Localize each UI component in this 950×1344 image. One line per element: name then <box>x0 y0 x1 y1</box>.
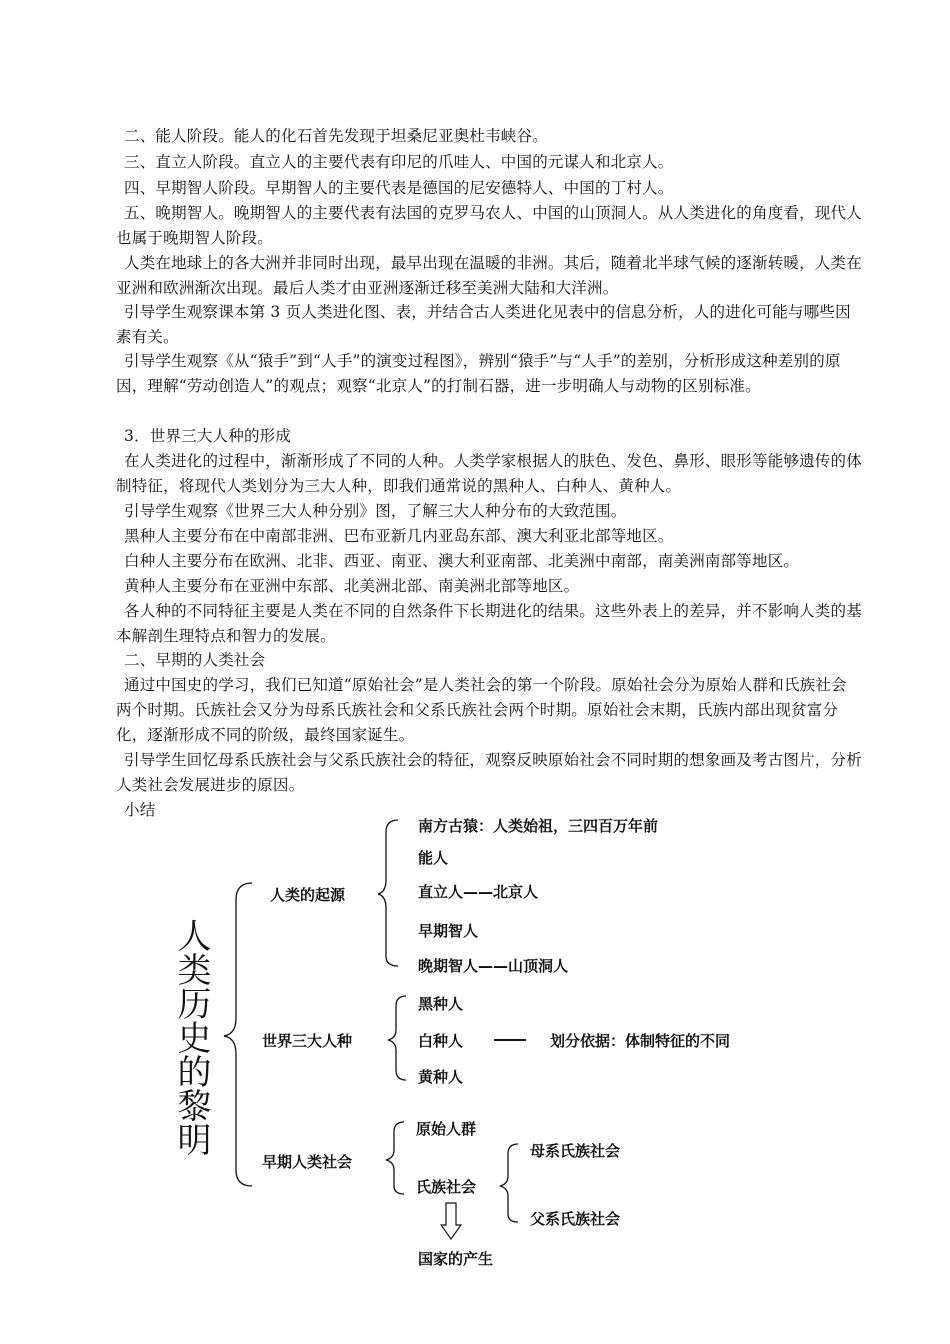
races-basis: 划分依据：体制特征的不同 <box>550 1032 731 1050</box>
society-item-clan: 氏族社会 <box>416 1178 477 1196</box>
origin-brace <box>378 820 398 966</box>
paragraph-8: 在人类进化的过程中，渐渐形成了不同的人种。人类学家根据人的肤色、发色、鼻形、眼形等能够遗传的体制特征，将现代人类划分为三大人种，即我们通常说的黑种人、白种人、黄种人。 <box>116 452 862 495</box>
society-brace <box>386 1122 404 1194</box>
race-yellow: 黄种人 <box>418 1068 464 1086</box>
races-label: 世界三大人种 <box>262 1032 353 1050</box>
main-brace <box>224 883 252 1186</box>
clan-patrilineal: 父系氏族社会 <box>530 1210 621 1228</box>
diagram-title: 人类历史的黎明 <box>171 918 211 1156</box>
paragraph-11: 白种人主要分布在欧洲、北非、西亚、南亚、澳大利亚南部、北美洲中南部，南美洲南部等地区。 <box>124 552 800 570</box>
origin-label: 人类的起源 <box>270 886 346 904</box>
origin-item-2: 能人 <box>418 849 449 867</box>
clan-matrilineal: 母系氏族社会 <box>530 1142 621 1160</box>
society-item-primitive: 原始人群 <box>416 1120 477 1138</box>
paragraph-12: 黄种人主要分布在亚洲中东部、北美洲北部、南美洲北部等地区。 <box>124 577 580 595</box>
paragraph-13: 各人种的不同特征主要是人类在不同的自然条件下长期进化的结果。这些外表上的差异，并不影响人类的基本解剖生理特点和智力的发展。 <box>116 602 862 645</box>
paragraph-6: 引导学生观察课本第 3 页人类进化图、表，并结合古人类进化见表中的信息分析，人的进化可能与哪些因素有关。 <box>116 303 851 346</box>
origin-item-4: 早期智人 <box>418 922 479 940</box>
origin-item-5: 晚期智人——山顶洞人 <box>418 957 569 975</box>
races-brace <box>388 996 406 1080</box>
society-label: 早期人类社会 <box>262 1153 353 1171</box>
paragraph-5: 人类在地球上的各大洲并非同时出现，最早出现在温暖的非洲。其后，随着北半球气候的逐渐转暖，人类在亚洲和欧洲渐次出现。最后人类才由亚洲逐渐迁移至美洲大陆和大洋洲。 <box>116 254 862 297</box>
paragraph-15: 引导学生回忆母系氏族社会与父系氏族社会的特征，观察反映原始社会不同时期的想象画及考古图片，分析人类社会发展进步的原因。 <box>116 751 862 794</box>
paragraph-9: 引导学生观察《世界三大人种分别》图，了解三大人种分布的大致范围。 <box>124 502 627 520</box>
origin-item-3: 直立人——北京人 <box>418 883 539 901</box>
section-heading-races: 3．世界三大人种的形成 <box>124 427 292 445</box>
paragraph-4: 五、晚期智人。晚期智人的主要代表有法国的克罗马农人、中国的山顶洞人。从人类进化的角度看，现代人也属于晚期智人阶段。 <box>116 204 862 247</box>
origin-item-1: 南方古猿：人类始祖，三四百万年前 <box>418 817 659 835</box>
paragraph-7: 引导学生观察《从“猿手”到“人手”的演变过程图》，辨别“猿手”与“人手”的差别，分析形成这种差别的原因，理解“劳动创造人”的观点；观察“北京人”的打制石器，进一步明确人与动物的区别标准。 <box>116 352 841 395</box>
race-white: 白种人 <box>418 1032 464 1050</box>
paragraph-1: 二、能人阶段。能人的化石首先发现于坦桑尼亚奥杜韦峡谷。 <box>124 127 548 145</box>
clan-brace <box>500 1144 518 1222</box>
paragraph-14: 通过中国史的学习，我们已知道“原始社会”是人类社会的第一个阶段。原始社会分为原始人群和氏族社会两个时期。氏族社会又分为母系氏族社会和父系氏族社会两个时期。原始社会末期，氏族内部出现贫富分化，逐渐形成不同的阶级，最终国家诞生。 <box>116 676 847 744</box>
summary-label: 小结 <box>124 801 156 819</box>
paragraph-10: 黑种人主要分布在中南部非洲、巴布亚新几内亚岛东部、澳大利亚北部等地区。 <box>124 527 674 545</box>
race-black: 黑种人 <box>418 995 464 1013</box>
state-origin: 国家的产生 <box>418 1250 494 1268</box>
section-heading-society: 二、早期的人类社会 <box>124 651 266 669</box>
paragraph-2: 三、直立人阶段。直立人的主要代表有印尼的爪哇人、中国的元谋人和北京人。 <box>124 153 674 171</box>
down-arrow-icon <box>441 1203 461 1239</box>
paragraph-3: 四、早期智人阶段。早期智人的主要代表是德国的尼安德特人、中国的丁村人。 <box>124 179 674 197</box>
